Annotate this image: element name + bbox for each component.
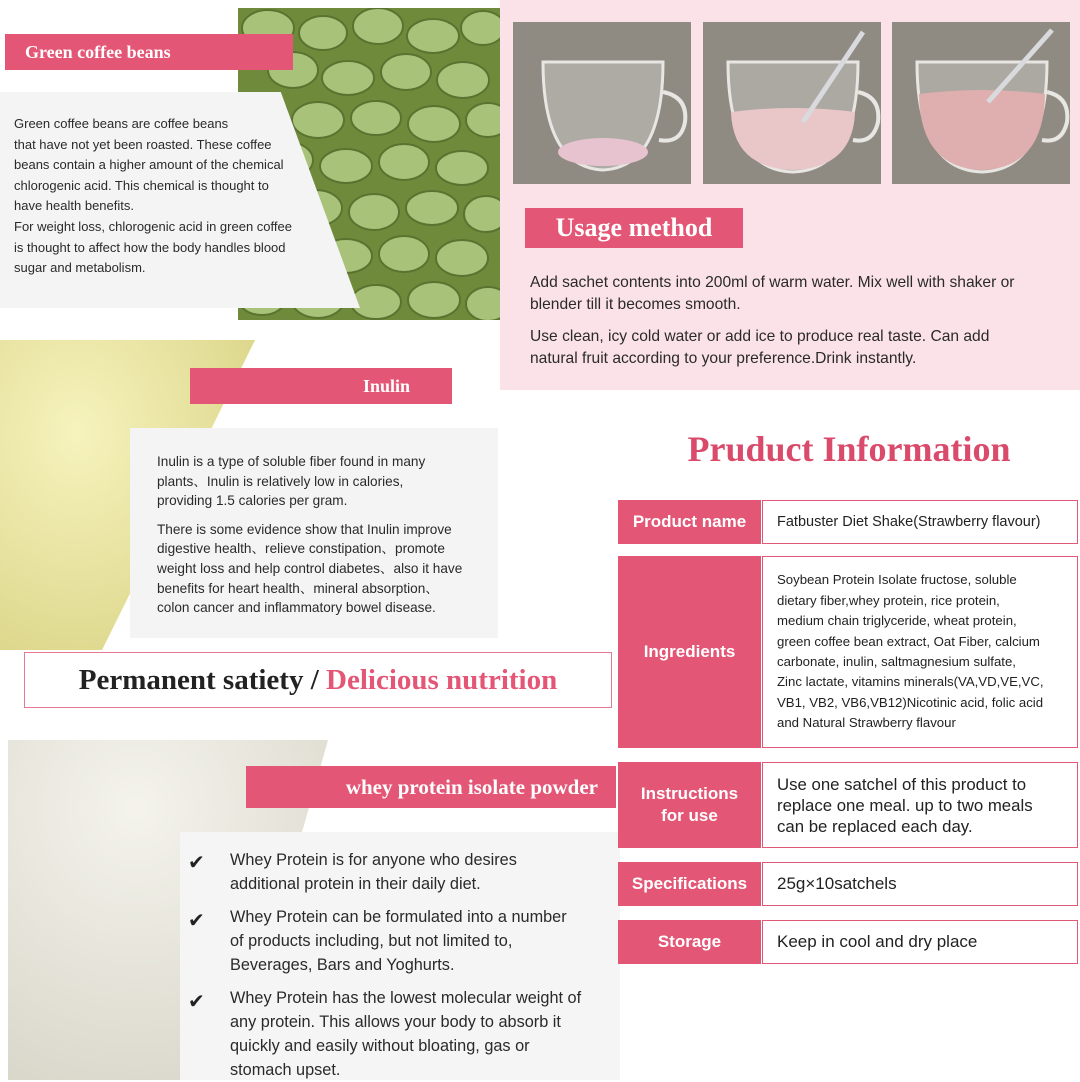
- value-line: Keep in cool and dry place: [777, 932, 978, 951]
- text-line: additional protein in their daily diet.: [230, 875, 481, 893]
- text-line: Add sachet contents into 200ml of warm water. Mix well with shaker or: [530, 274, 1015, 291]
- text-line: Green coffee beans are coffee beans: [14, 116, 229, 131]
- row-value: [762, 862, 1078, 906]
- value-line: replace one meal. up to two meals: [777, 795, 1033, 815]
- text-line: any protein. This allows your body to absorb it: [230, 1013, 561, 1031]
- value-line: green coffee bean extract, Oat Fiber, calcium: [777, 633, 1040, 649]
- value-line: Zinc lactate, vitamins minerals(VA,VD,VE,VC,: [777, 674, 1044, 690]
- row-label: [618, 556, 761, 748]
- whey-item: [230, 986, 615, 1082]
- text-line: digestive health、relieve constipation、promote: [157, 541, 445, 557]
- product-info-title: Pruduct Information: [687, 429, 1011, 469]
- label-line: Storage: [657, 932, 722, 951]
- text-line: Whey Protein has the lowest molecular weight of: [230, 989, 582, 1007]
- label-line: Instructions: [640, 784, 739, 803]
- whey-item: [230, 905, 615, 977]
- row-value: [762, 762, 1078, 848]
- text-line: is thought to affect how the body handles blood: [14, 239, 286, 255]
- text-line: that have not yet been roasted. These coffee: [14, 136, 272, 152]
- text-line: of products including, but not limited to,: [230, 932, 513, 950]
- value-line: can be replaced each day.: [777, 816, 973, 836]
- checkmark-icon: ✔: [188, 910, 205, 932]
- headline-left: Permanent satiety /: [78, 664, 327, 696]
- table-row: [618, 556, 1078, 748]
- cup-mixed-photo: [892, 22, 1070, 184]
- text-line: There is some evidence show that Inulin improve: [157, 521, 452, 537]
- value-line: Use one satchel of this product to: [777, 774, 1027, 794]
- table-row: [618, 762, 1078, 848]
- text-line: natural fruit according to your preference.Drink instantly.: [530, 350, 917, 367]
- text-line: sugar and metabolism.: [14, 260, 146, 276]
- text-line: benefits for heart health、mineral absorption、: [157, 580, 439, 596]
- label-line: Specifications: [631, 874, 748, 893]
- text-line: plants、Inulin is relatively low in calories,: [157, 473, 404, 489]
- value-line: 25g×10satchels: [777, 874, 897, 893]
- table-row: [618, 920, 1078, 964]
- text-line: weight loss and help control diabetes、also it have: [157, 560, 463, 576]
- whey-title: whey protein isolate powder: [246, 766, 616, 808]
- text-line: Whey Protein can be formulated into a number: [230, 908, 567, 926]
- value-line: Fatbuster Diet Shake(Strawberry flavour): [777, 514, 1041, 530]
- text-line: have health benefits.: [14, 198, 134, 214]
- green-coffee-title: Green coffee beans: [5, 34, 293, 70]
- checkmark-icon: ✔: [188, 852, 205, 874]
- headline-banner: [24, 652, 612, 708]
- table-row: [618, 500, 1078, 544]
- row-label: [618, 920, 761, 964]
- row-value: [762, 556, 1078, 748]
- value-line: carbonate, inulin, saltmagnesium sulfate,: [777, 654, 1016, 669]
- row-value: [762, 500, 1078, 544]
- text-line: stomach upset.: [230, 1061, 341, 1079]
- text-line: Beverages, Bars and Yoghurts.: [230, 956, 455, 974]
- checkmark-icon: ✔: [188, 991, 205, 1013]
- green-coffee-description: [14, 114, 314, 279]
- label-line: Ingredients: [643, 642, 736, 661]
- cup-mixing-photo: [703, 22, 881, 184]
- row-label: [618, 500, 761, 544]
- text-line: Inulin is a type of soluble fiber found in many: [157, 454, 426, 469]
- text-line: Whey Protein is for anyone who desires: [230, 851, 517, 869]
- text-line: beans contain a higher amount of the chemical: [14, 157, 284, 173]
- text-line: chlorogenic acid. This chemical is thought to: [14, 177, 269, 193]
- value-line: dietary fiber,whey protein, rice protein,: [777, 592, 1000, 608]
- inulin-title: Inulin: [190, 368, 452, 404]
- row-label: [618, 862, 761, 906]
- table-row: [618, 862, 1078, 906]
- whey-item: [230, 848, 615, 896]
- text-line: quickly and easily without bloating, gas or: [230, 1037, 530, 1055]
- label-line: Product name: [632, 512, 747, 531]
- text-line: colon cancer and inflammatory bowel disease.: [157, 600, 436, 616]
- usage-description: [530, 272, 1070, 370]
- headline-right: Delicious nutrition: [326, 664, 558, 696]
- row-label: [618, 762, 761, 848]
- value-line: Soybean Protein Isolate fructose, soluble: [777, 572, 1017, 588]
- usage-title: Usage method: [525, 208, 743, 248]
- text-line: providing 1.5 calories per gram.: [157, 493, 348, 509]
- text-line: blender till it becomes smooth.: [530, 296, 741, 313]
- value-line: VB1, VB2, VB6,VB12)Nicotinic acid, folic acid: [777, 694, 1044, 710]
- value-line: medium chain triglyceride, wheat protein,: [777, 613, 1017, 629]
- row-value: [762, 920, 1078, 964]
- text-line: Use clean, icy cold water or add ice to produce real taste. Can add: [530, 328, 990, 345]
- label-line: for use: [661, 806, 718, 825]
- value-line: and Natural Strawberry flavour: [777, 715, 956, 731]
- inulin-description: [157, 452, 497, 618]
- cup-powder-photo: [513, 22, 691, 184]
- text-line: For weight loss, chlorogenic acid in green coffee: [14, 218, 292, 234]
